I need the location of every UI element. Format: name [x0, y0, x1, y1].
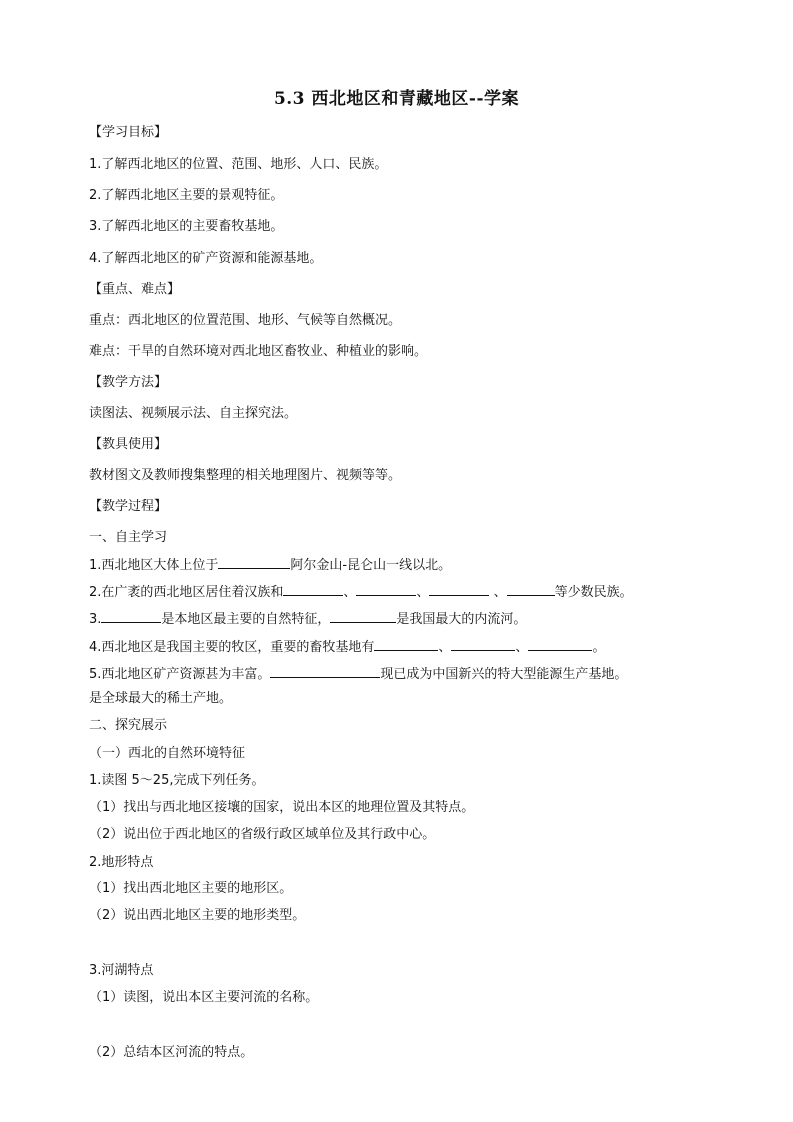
question-2: 2.在广袤的西北地区居住着汉族和 、 、 、 等少数民族。	[89, 582, 633, 602]
fill-blank[interactable]	[528, 637, 592, 651]
process-heading: 【教学过程】	[89, 499, 168, 514]
task-1-2: （2）说出位于西北地区的省级行政区域单位及其行政中心。	[89, 827, 436, 842]
goals-heading: 【学习目标】	[89, 125, 168, 140]
goal-item: 4.了解西北地区的矿产资源和能源基地。	[89, 251, 323, 266]
fill-blank[interactable]	[451, 637, 515, 651]
question-4: 4.西北地区是我国主要的牧区，重要的畜牧基地有 、 、 。	[89, 637, 605, 657]
goal-item: 3.了解西北地区的主要畜牧基地。	[89, 219, 284, 234]
method-text: 读图法、视频展示法、自主探究法。	[89, 406, 298, 421]
key-heading: 【重点、难点】	[89, 282, 181, 297]
task-2-2: （2）说出西北地区主要的地形类型。	[89, 908, 306, 923]
fill-blank[interactable]	[374, 637, 438, 651]
fill-blank[interactable]	[429, 582, 489, 596]
goal-item: 1.了解西北地区的位置、范围、地形、人口、民族。	[89, 157, 388, 172]
tools-heading: 【教具使用】	[89, 437, 168, 452]
fill-blank[interactable]	[507, 582, 555, 596]
tools-text: 教材图文及教师搜集整理的相关地理图片、视频等等。	[89, 468, 402, 483]
question-3: 3. 是本地区最主要的自然特征， 是我国最大的内流河。	[89, 609, 526, 629]
task-1-1: （1）找出与西北地区接壤的国家，说出本区的地理位置及其特点。	[89, 800, 475, 815]
part1-heading: 一、自主学习	[89, 530, 168, 545]
question-5: 5.西北地区矿产资源甚为丰富。 现已成为中国新兴的特大型能源生产基地。	[89, 664, 627, 684]
task-2-1: （1）找出西北地区主要的地形区。	[89, 881, 293, 896]
method-heading: 【教学方法】	[89, 375, 168, 390]
question-1: 1.西北地区大体上位于 阿尔金山-昆仑山一线以北。	[89, 555, 451, 575]
fill-blank[interactable]	[283, 582, 343, 596]
fill-blank[interactable]	[101, 609, 161, 623]
fill-blank[interactable]	[356, 582, 416, 596]
fill-blank[interactable]	[218, 555, 290, 569]
task-2: 2.地形特点	[89, 855, 154, 870]
task-3: 3.河湖特点	[89, 963, 154, 978]
task-3-2: （2）总结本区河流的特点。	[89, 1045, 254, 1060]
goal-item: 2.了解西北地区主要的景观特征。	[89, 188, 284, 203]
subsection-heading: （一）西北的自然环境特征	[89, 746, 246, 761]
key-point: 重点：西北地区的位置范围、地形、气候等自然概况。	[89, 313, 402, 328]
fill-blank[interactable]	[270, 664, 380, 678]
task-3-1: （1）读图，说出本区主要河流的名称。	[89, 990, 319, 1005]
document-title: 5.3 西北地区和青藏地区--学案	[273, 89, 520, 109]
difficult-point: 难点：干旱的自然环境对西北地区畜牧业、种植业的影响。	[89, 344, 428, 359]
part2-heading: 二、探究展示	[89, 718, 168, 733]
task-1: 1.读图 5～25,完成下列任务。	[89, 773, 265, 788]
fill-blank[interactable]	[330, 609, 396, 623]
question-5-continued: 是全球最大的稀土产地。	[89, 691, 233, 706]
